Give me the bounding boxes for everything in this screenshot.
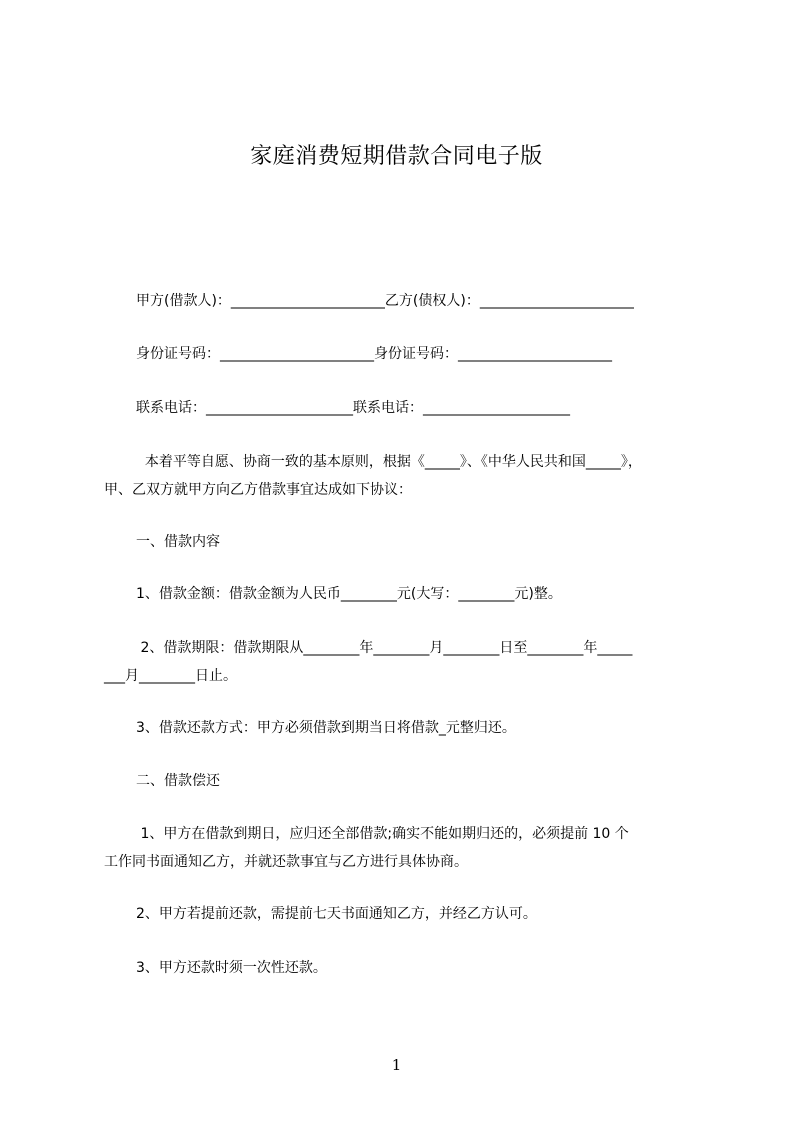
id-number-line: 身份证号码：______________________身份证号码：______________________	[136, 346, 612, 362]
clause-1-2-line-1: 2、借款期限：借款期限从________年________月________日至________年_____	[136, 640, 633, 656]
clause-2-3: 3、甲方还款时须一次性还款。	[136, 960, 327, 976]
clause-2-2: 2、甲方若提前还款，需提前七天书面通知乙方，并经乙方认可。	[136, 906, 537, 922]
clause-1-2-line-2: ___月________日止。	[104, 668, 237, 684]
phone-line: 联系电话：_____________________联系电话：_____________________	[136, 400, 570, 416]
clause-2-1-line-1: 1、甲方在借款到期日，应归还全部借款;确实不能如期归还的，必须提前 10 个	[136, 826, 629, 842]
clause-2-1-line-2: 工作同书面通知乙方，并就还款事宜与乙方进行具体协商。	[104, 854, 468, 870]
preamble-line-2: 甲、乙双方就甲方向乙方借款事宜达成如下协议：	[104, 482, 412, 498]
document-title: 家庭消费短期借款合同电子版	[250, 144, 543, 169]
section-2-heading: 二、借款偿还	[136, 773, 220, 789]
party-line: 甲方(借款人)：______________________乙方(债权人)：______________________	[136, 293, 634, 309]
page-number: 1	[391, 1056, 402, 1074]
clause-1-3: 3、借款还款方式：甲方必须借款到期当日将借款_元整归还。	[136, 720, 516, 736]
clause-1-1: 1、借款金额：借款金额为人民币________元(大写：________元)整。	[136, 586, 562, 602]
preamble-line-1: 本着平等自愿、协商一致的基本原则，根据《_____》、《中华人民共和国_____》，	[136, 454, 642, 470]
section-1-heading: 一、借款内容	[136, 534, 220, 550]
